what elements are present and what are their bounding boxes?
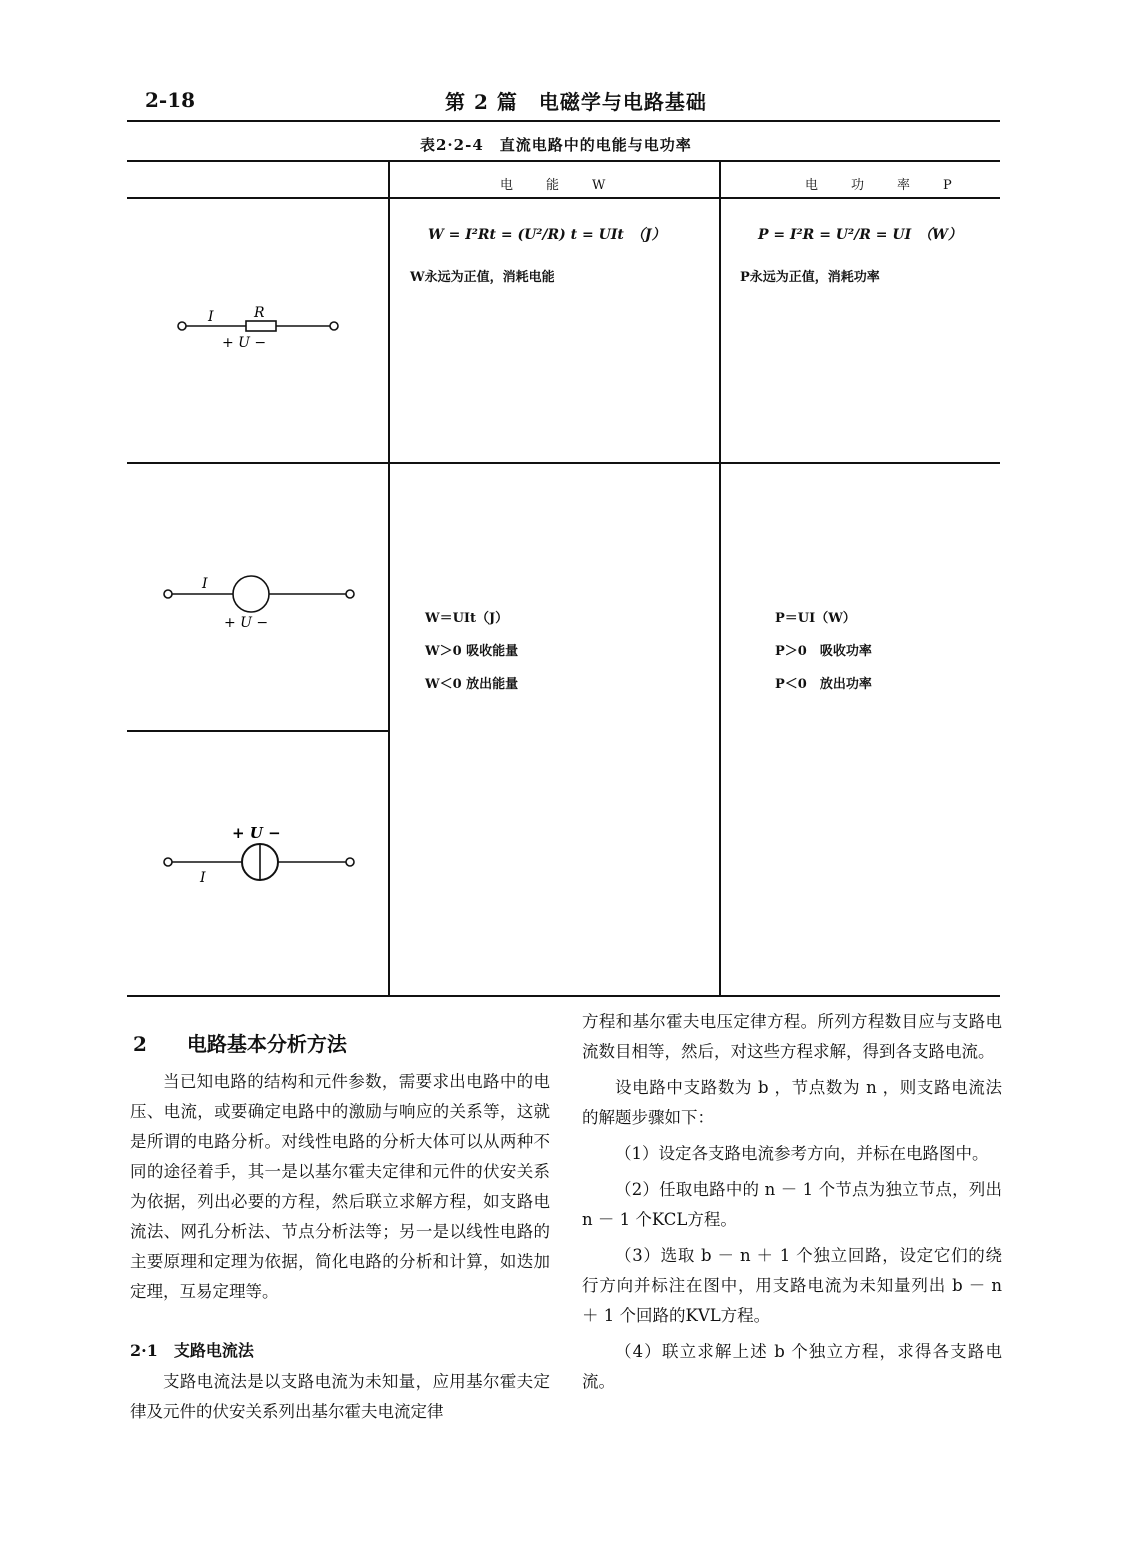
energy-line: W＜0 放出能量 (425, 677, 519, 692)
right-column-text (582, 1007, 1002, 1397)
resistor-voltage-label: + U − (222, 335, 267, 351)
energy-line: W＞0 吸收能量 (425, 644, 519, 659)
table-top-rule (127, 160, 1000, 162)
step-item: （2）任取电路中的 n － 1 个节点为独立节点，列出 n － 1 个KCL方程。 (582, 1180, 1002, 1229)
part-title: 第 2 篇 电磁学与电路基础 (445, 90, 707, 114)
left-column-text-2 (130, 1367, 550, 1427)
step-item: （3）选取 b － n ＋ 1 个独立回路，设定它们的绕行方向并标注在图中，用支路电流为未知量列出 b － n ＋ 1 个回路的KVL方程。 (582, 1246, 1002, 1325)
step-item: （1）设定各支路电流参考方向，并标在电路图中。 (615, 1144, 989, 1163)
energy-lines-source (425, 602, 518, 701)
power-note-resistor: P永远为正值，消耗功率 (740, 270, 880, 285)
column-header-energy: 电 能 W (500, 178, 616, 193)
col-divider-1 (388, 160, 390, 996)
left-column-text (130, 1067, 550, 1307)
column-header-power: 电 功 率 P (805, 178, 962, 193)
resistor-circuit-diagram (170, 300, 350, 355)
equations-paragraph: 方程和基尔霍夫电压定律方程。所列方程数目应与支路电流数目相等，然后，对这些方程求解，得到各支路电流。 (582, 1012, 1002, 1061)
table-title: 表2·2-4 直流电路中的电能与电功率 (420, 136, 692, 154)
energy-line: W＝UIt（J） (425, 611, 509, 626)
page-number: 2-18 (145, 88, 196, 112)
section-title: 2 电路基本分析方法 (133, 1032, 347, 1056)
row1-bottom-rule (127, 462, 1000, 464)
step-item: （4）联立求解上述 b 个独立方程，求得各支路电流。 (582, 1342, 1002, 1391)
table-head-rule (127, 197, 1000, 199)
source-b-voltage-label: + U − (232, 824, 281, 842)
steps-intro-paragraph: 设电路中支路数为 b ，节点数为 n ，则支路电流法的解题步骤如下： (582, 1078, 1002, 1127)
power-line: P＞0 吸收功率 (775, 644, 872, 659)
subsection-title: 2·1 支路电流法 (130, 1341, 254, 1360)
voltage-source-circuit-diagram (160, 565, 360, 635)
power-lines-source (775, 602, 872, 701)
branch-current-paragraph: 支路电流法是以支路电流为未知量，应用基尔霍夫定律及元件的伏安关系列出基尔霍夫电流定律 (130, 1372, 550, 1421)
row2-split-rule (127, 730, 389, 732)
power-formula-resistor: P = I²R = U²/R = UI （W） (758, 227, 962, 243)
resistor-current-label: I (208, 309, 214, 325)
col-divider-2 (719, 160, 721, 996)
intro-paragraph: 当已知电路的结构和元件参数，需要求出电路中的电压、电流，或要确定电路中的激励与响应的关系等，这就是所谓的电路分析。对线性电路的分析大体可以从两种不同的途径着手，其一是以基尔霍夫定律和元件的伏安关系为依据，列出必要的方程，然后联立求解方程，如支路电流法、网孔分析法、节点分析法等；另一是以线性电路的主要原理和定理为依据，简化电路的分析和计算，如迭加定理，互易定理等。 (130, 1072, 550, 1301)
power-line: P＜0 放出功率 (775, 677, 872, 692)
resistor-label: R (254, 305, 265, 321)
header-rule (127, 120, 1000, 122)
source-a-current-label: I (202, 576, 208, 592)
source-b-current-label: I (200, 870, 206, 886)
power-line: P＝UI（W） (775, 611, 856, 626)
current-source-circuit-diagram (160, 820, 360, 890)
table-bottom-rule (127, 995, 1000, 997)
source-a-voltage-label: + U − (224, 615, 269, 631)
energy-note-resistor: W永远为正值，消耗电能 (410, 270, 555, 285)
energy-formula-resistor: W = I²Rt = (U²/R) t = UIt （J） (428, 227, 666, 243)
